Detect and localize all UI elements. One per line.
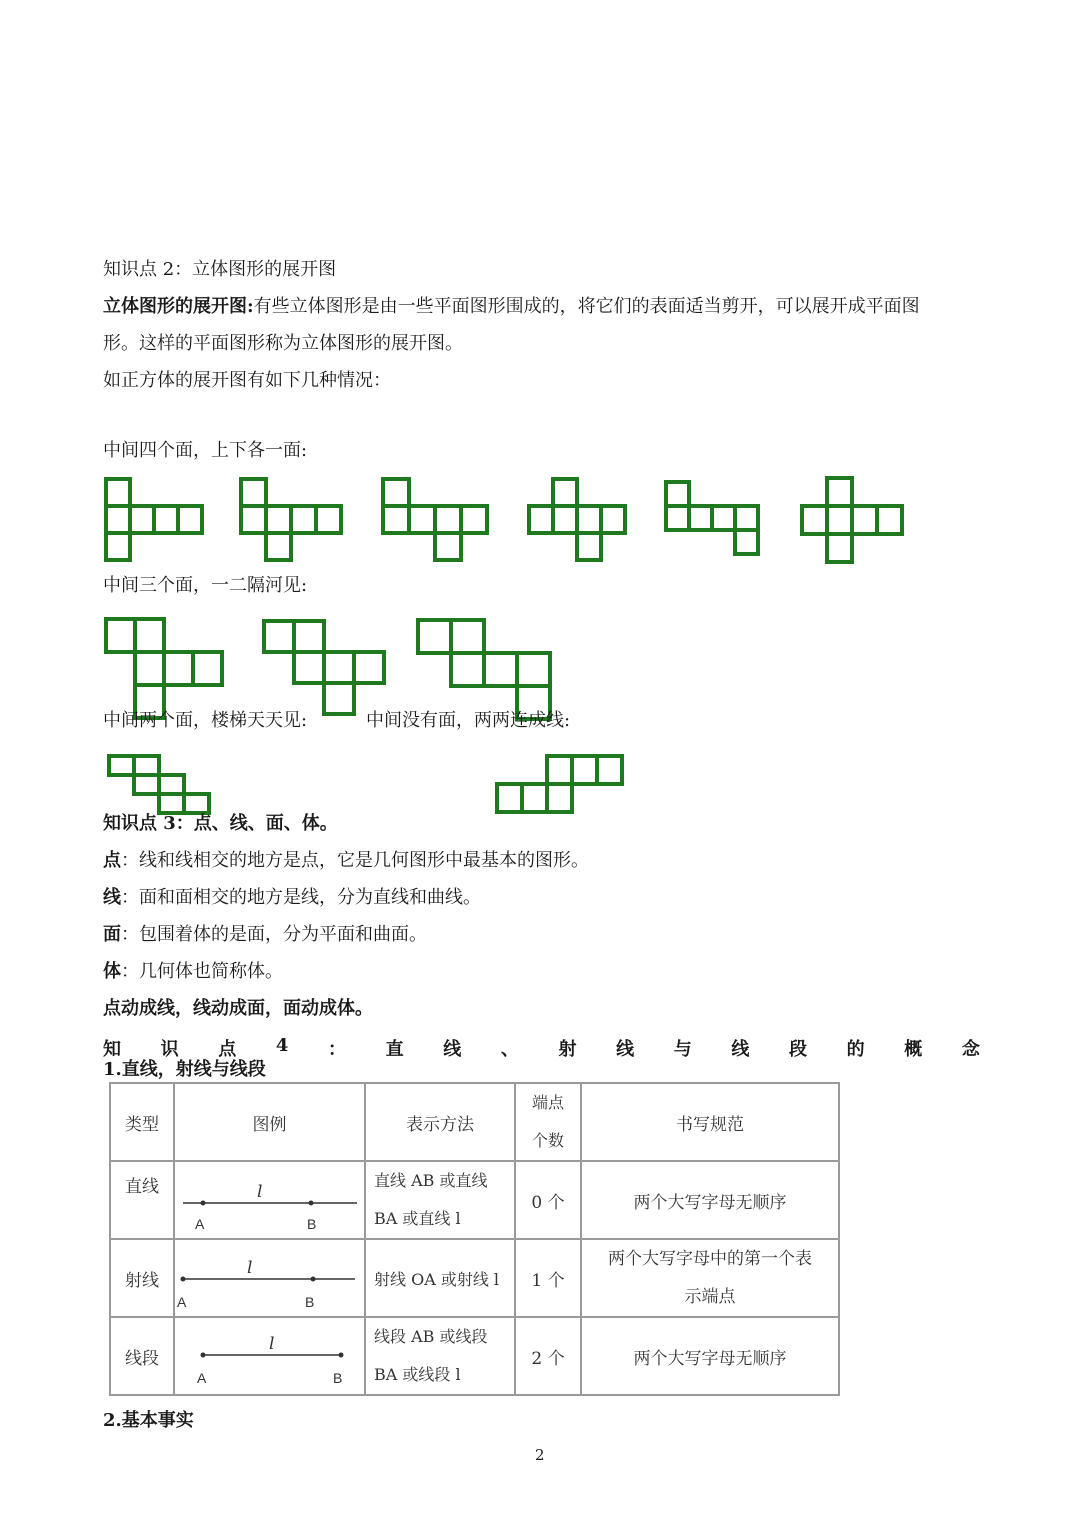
kp4-title-char: 念 xyxy=(961,1039,980,1060)
kp3-point-text: ：线和线相交的地方是点，它是几何图形中最基本的图形。 xyxy=(121,850,589,871)
cube-net-2 xyxy=(239,477,345,563)
straight-line-figure xyxy=(175,1163,363,1237)
row-rule: 两个大写字母无顺序 xyxy=(581,1317,839,1395)
table-row xyxy=(110,1161,839,1239)
table-row xyxy=(110,1317,839,1395)
cube-net-8 xyxy=(262,619,386,717)
table-header-row xyxy=(110,1083,839,1161)
row-type: 直线 xyxy=(110,1161,174,1239)
cube-net-10 xyxy=(107,754,211,818)
cube-net-5 xyxy=(664,480,764,560)
kp3-title: 知识点 3：点、线、面、体。 xyxy=(103,813,338,834)
kp2-definition-line1 xyxy=(103,296,920,318)
label-a: A xyxy=(197,1370,207,1386)
kp4-title-char: ： xyxy=(328,1039,347,1060)
kp4-title-char: 点 xyxy=(218,1039,237,1060)
kp4-title-char: 知 xyxy=(103,1039,121,1060)
kp3-face-label: 面 xyxy=(103,924,121,945)
kp3-line xyxy=(103,887,481,909)
kp4-title-char: 的 xyxy=(846,1039,865,1060)
kp4-title-char: 、 xyxy=(500,1039,519,1060)
header-endpoints xyxy=(515,1083,581,1161)
kp4-title-char: 直 xyxy=(385,1039,404,1060)
table-row xyxy=(110,1239,839,1317)
cube-net-3 xyxy=(381,477,491,563)
cube-net-6 xyxy=(800,476,906,564)
cube-net-1 xyxy=(104,477,206,563)
row-notation-line2: BA 或线段 l xyxy=(374,1365,461,1384)
row-figure xyxy=(174,1239,365,1317)
header-endpoints-line1: 端点 xyxy=(531,1093,564,1112)
kp3-solid-text: ：几何体也简称体。 xyxy=(121,961,283,982)
kp2-definition-text1: 有些立体图形是由一些平面图形围成的，将它们的表面适当剪开，可以展开成平面图 xyxy=(253,296,920,317)
ray-figure xyxy=(175,1241,363,1315)
row-notation: 射线 OA 或射线 l xyxy=(365,1239,515,1317)
row-rule xyxy=(581,1239,839,1317)
row-rule: 两个大写字母无顺序 xyxy=(581,1161,839,1239)
row-notation xyxy=(365,1161,515,1239)
header-figure: 图例 xyxy=(174,1083,365,1161)
page-number: 2 xyxy=(535,1446,545,1464)
segment-figure xyxy=(175,1319,363,1393)
row-figure xyxy=(174,1317,365,1395)
kp4-title-char: 线 xyxy=(731,1039,750,1060)
kp4-title-char: 射 xyxy=(558,1039,577,1060)
kp4-title xyxy=(103,1035,980,1061)
header-rule: 书写规范 xyxy=(581,1083,839,1161)
kp3-point xyxy=(103,850,589,872)
label-b: B xyxy=(305,1294,315,1310)
row-notation-line2: BA 或直线 l xyxy=(374,1209,461,1228)
kp3-line-label: 线 xyxy=(103,887,121,908)
header-endpoints-line2: 个数 xyxy=(531,1131,564,1150)
kp4-subtitle-1: 1.直线，射线与线段 xyxy=(103,1059,266,1080)
kp2-cube-intro: 如正方体的展开图有如下几种情况： xyxy=(103,370,391,391)
case2-label: 中间三个面，一二隔河见: xyxy=(103,575,308,596)
cube-net-4 xyxy=(527,477,631,563)
kp3-point-label: 点 xyxy=(103,850,121,871)
kp4-title-char: 概 xyxy=(904,1039,923,1060)
case4-label: 中间没有面，两两连成线: xyxy=(366,710,571,731)
kp3-face-text: ：包围着体的是面，分为平面和曲面。 xyxy=(121,924,427,945)
kp3-solid xyxy=(103,961,283,983)
row-rule-line2: 示端点 xyxy=(684,1287,736,1307)
label-l: l xyxy=(257,1182,263,1202)
label-a: A xyxy=(195,1216,205,1232)
kp4-title-char: 段 xyxy=(789,1039,808,1060)
kp2-definition-line2: 形。这样的平面图形称为立体图形的展开图。 xyxy=(103,333,463,354)
header-notation: 表示方法 xyxy=(365,1083,515,1161)
kp4-title-char: 线 xyxy=(616,1039,635,1060)
row-notation-line1: 线段 AB 或线段 xyxy=(374,1327,488,1346)
label-a: A xyxy=(177,1294,187,1310)
kp2-definition-label: 立体图形的展开图: xyxy=(103,296,254,317)
label-b: B xyxy=(307,1216,317,1232)
kp3-line-text: ：面和面相交的地方是线，分为直线和曲线。 xyxy=(121,887,481,908)
row-endpoints: 0 个 xyxy=(515,1161,581,1239)
row-type: 射线 xyxy=(110,1239,174,1317)
kp3-summary: 点动成线，线动成面，面动成体。 xyxy=(103,998,373,1019)
header-type: 类型 xyxy=(110,1083,174,1161)
kp4-title-char: 4 xyxy=(275,1035,289,1056)
row-notation xyxy=(365,1317,515,1395)
kp4-subtitle-2: 2.基本事实 xyxy=(103,1410,194,1431)
row-endpoints: 1 个 xyxy=(515,1239,581,1317)
kp4-title-char: 识 xyxy=(160,1039,179,1060)
row-endpoints: 2 个 xyxy=(515,1317,581,1395)
kp4-title-char: 与 xyxy=(673,1039,692,1060)
case1-label: 中间四个面，上下各一面: xyxy=(103,440,308,461)
cube-net-9 xyxy=(416,618,552,722)
row-rule-line1: 两个大写字母中的第一个表 xyxy=(608,1249,812,1269)
label-l: l xyxy=(247,1258,253,1278)
row-type: 线段 xyxy=(110,1317,174,1395)
label-b: B xyxy=(333,1370,343,1386)
kp3-solid-label: 体 xyxy=(103,961,121,982)
case3-label: 中间两个面，楼梯天天见: xyxy=(103,710,308,731)
label-l: l xyxy=(269,1334,275,1354)
kp3-face xyxy=(103,924,427,946)
cube-net-11 xyxy=(495,754,625,814)
kp4-title-char: 线 xyxy=(443,1039,462,1060)
row-notation-line1: 直线 AB 或直线 xyxy=(374,1171,488,1190)
kp2-title: 知识点 2：立体图形的展开图 xyxy=(103,259,337,280)
cube-net-7 xyxy=(104,617,226,721)
line-types-table xyxy=(109,1082,840,1396)
row-figure xyxy=(174,1161,365,1239)
